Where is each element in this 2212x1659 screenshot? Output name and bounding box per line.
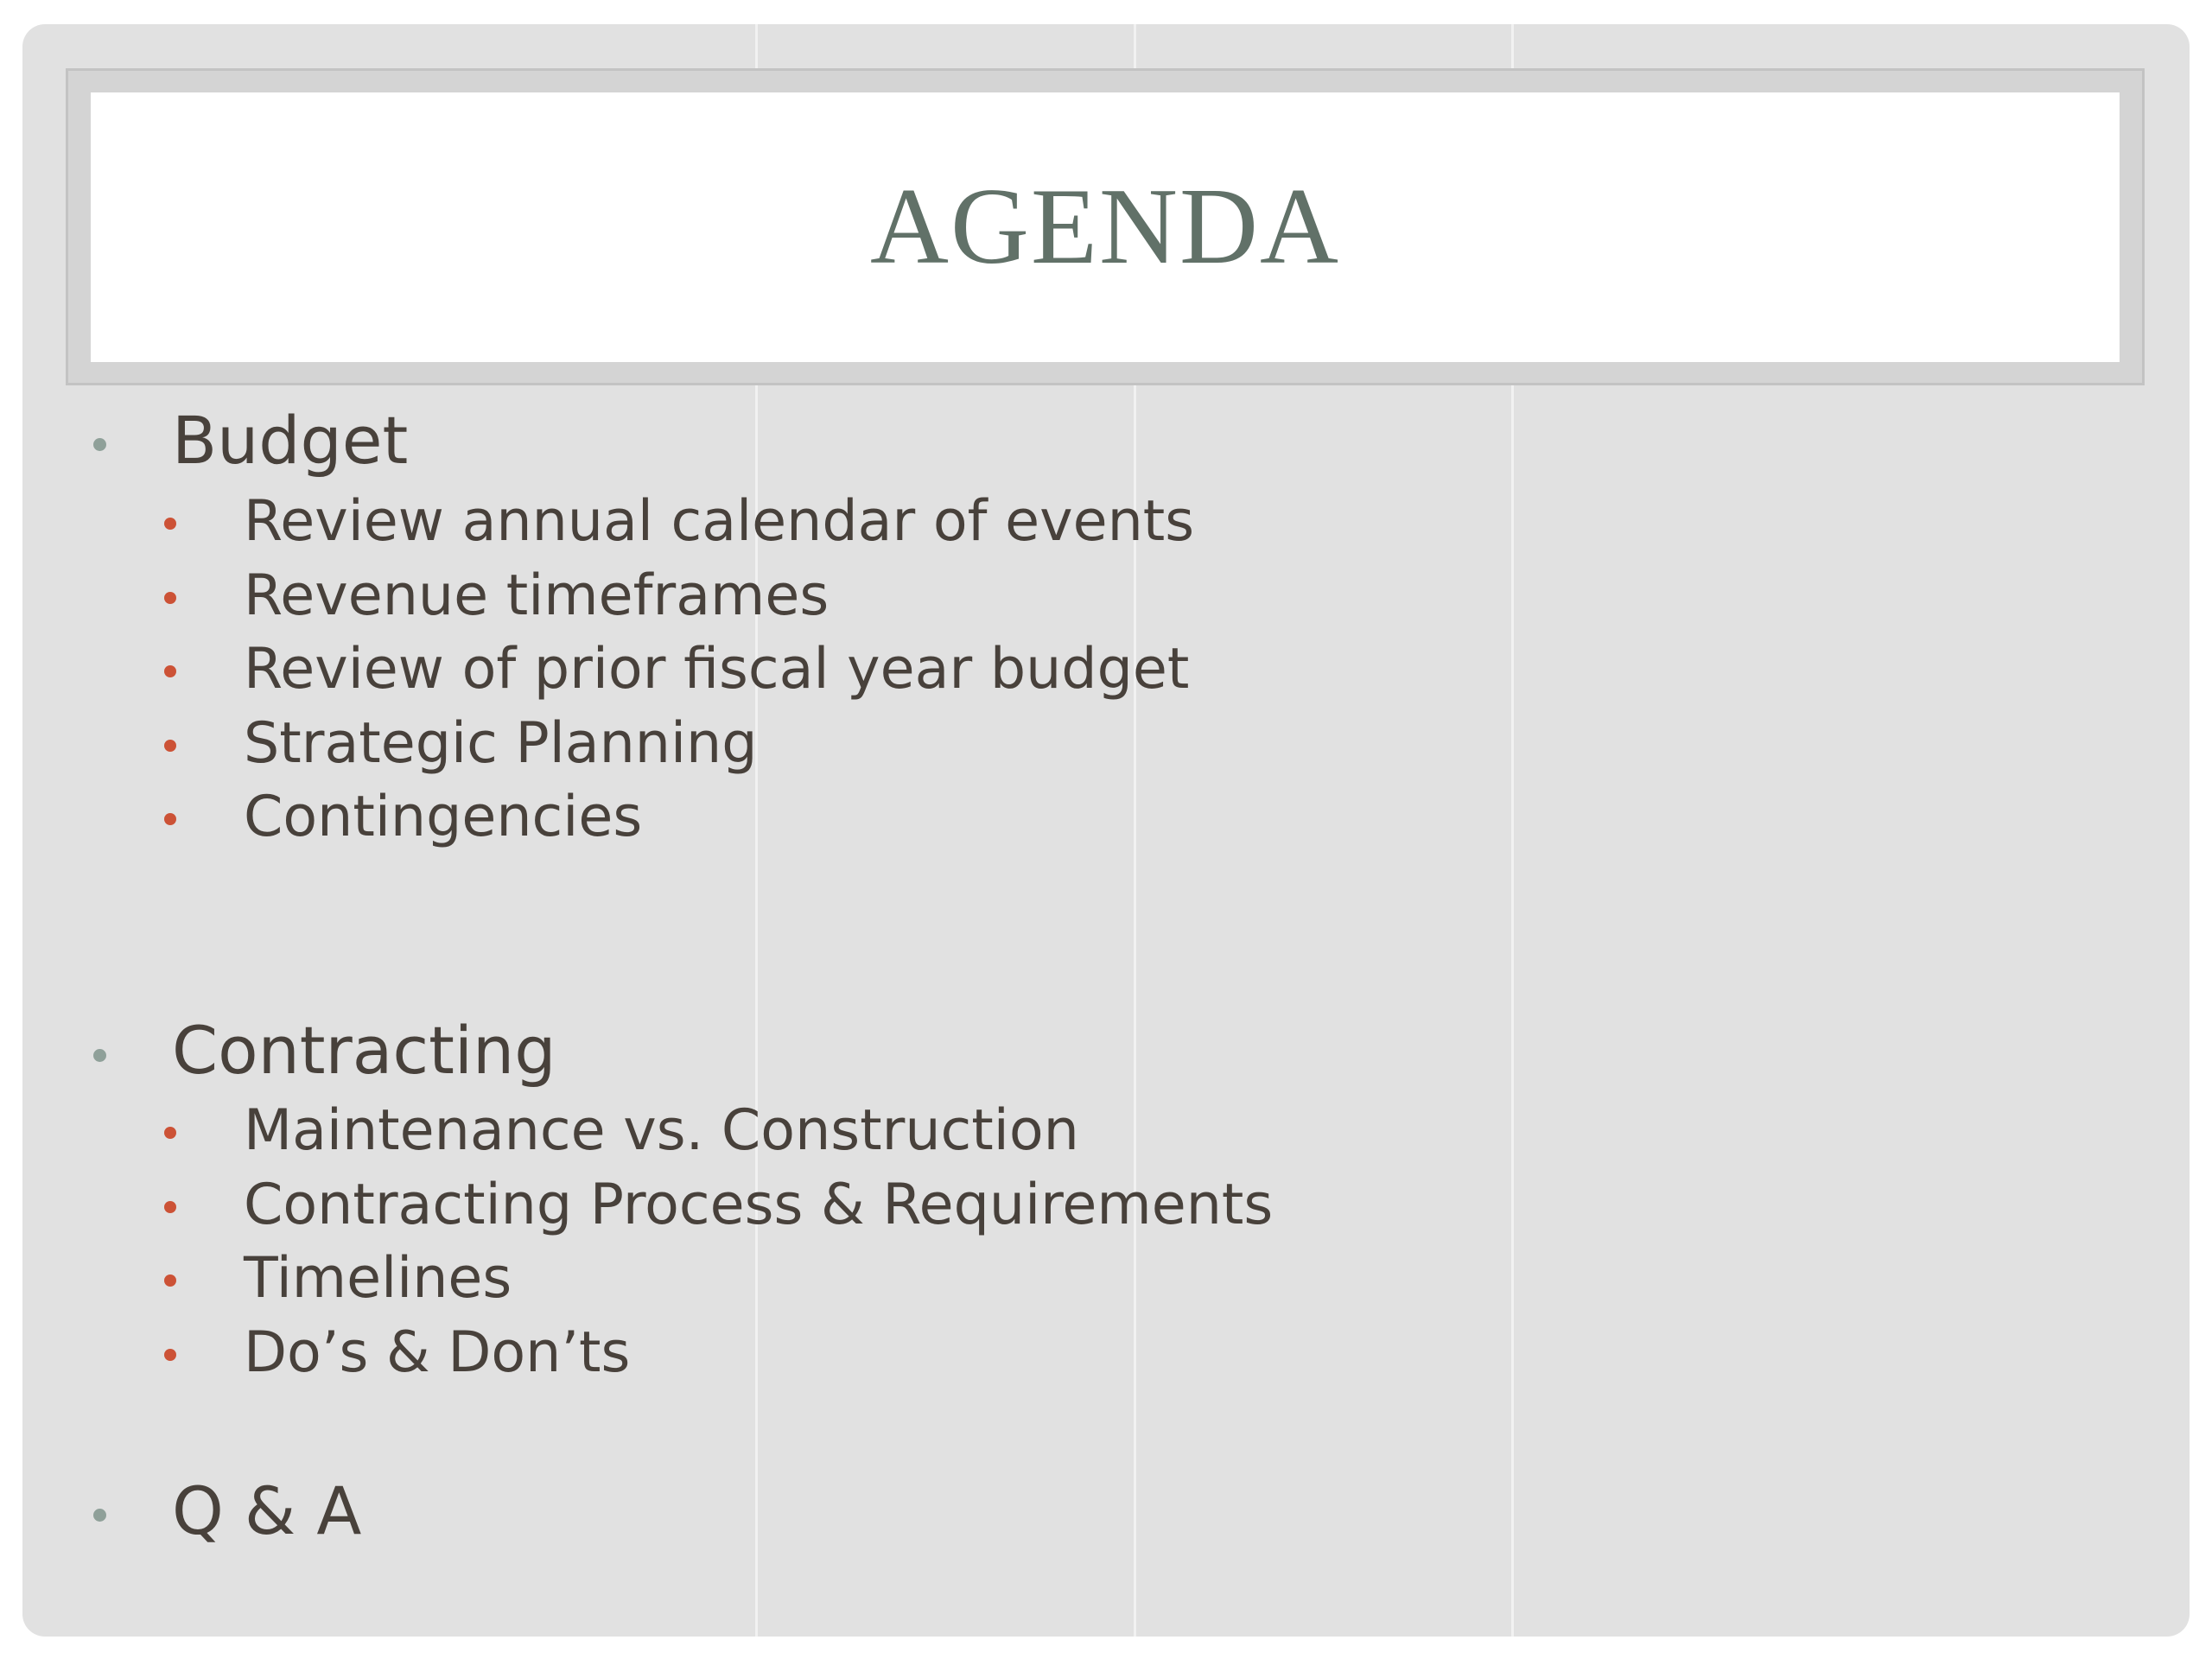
title-box [91, 92, 2120, 362]
bullet-level2 [164, 518, 176, 530]
list-item: Revenue timeframes [244, 563, 830, 628]
bullet-level2 [164, 1349, 176, 1361]
bullet-level1 [93, 1049, 106, 1062]
section-heading-budget: Budget [172, 402, 409, 479]
bullet-level2 [164, 740, 176, 752]
list-item: Do’s & Don’ts [244, 1320, 631, 1385]
section-heading-contracting: Contracting [172, 1012, 556, 1089]
section-heading-qa: Q & A [172, 1472, 362, 1549]
slide [22, 24, 2190, 1637]
list-item: Contingencies [244, 785, 643, 849]
list-item: Timelines [244, 1246, 512, 1311]
bullet-level1 [93, 438, 106, 451]
bullet-level2 [164, 1274, 176, 1287]
list-item: Review of prior fiscal year budget [244, 637, 1190, 702]
bullet-level2 [164, 592, 176, 604]
list-item: Maintenance vs. Construction [244, 1098, 1079, 1163]
bullet-level2 [164, 813, 176, 825]
list-item: Strategic Planning [244, 711, 758, 776]
list-item: Contracting Process & Requirements [244, 1173, 1274, 1237]
bullet-level1 [93, 1509, 106, 1522]
bullet-level2 [164, 665, 176, 677]
list-item: Review annual calendar of events [244, 489, 1195, 554]
bullet-level2 [164, 1127, 176, 1139]
slide-title: AGENDA [870, 167, 1340, 287]
title-frame [66, 68, 2145, 385]
bullet-level2 [164, 1201, 176, 1213]
